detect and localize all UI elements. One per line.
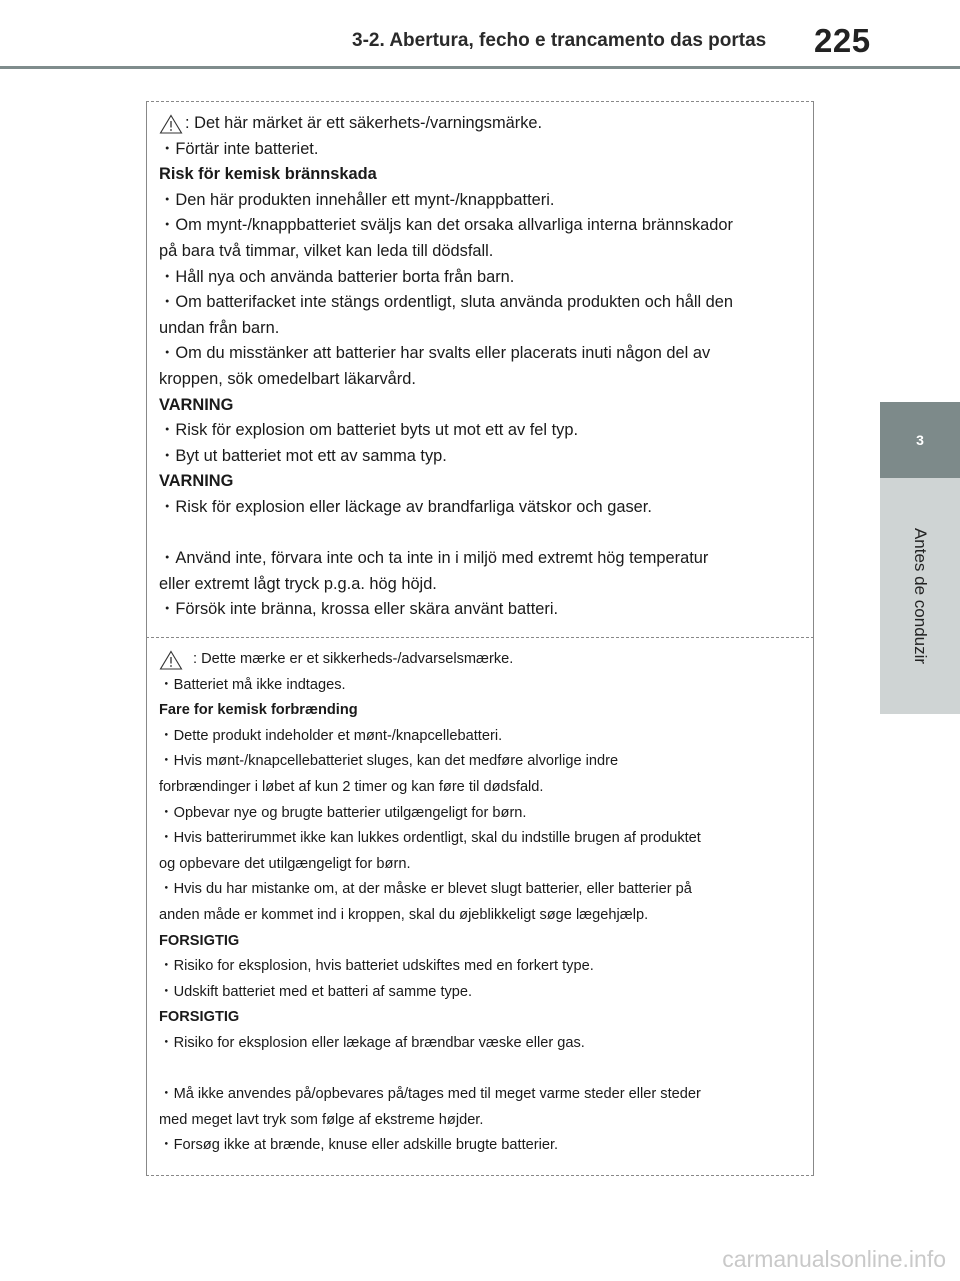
notice-line: på bara två timmar, vilket kan leda till dödsfall. bbox=[159, 241, 494, 260]
box-bottom-border bbox=[146, 1175, 814, 1176]
watermark: carmanualsonline.info bbox=[722, 1246, 946, 1272]
chapter-number: 3 bbox=[916, 432, 924, 448]
header-divider bbox=[0, 66, 960, 69]
section-title: 3-2. Abertura, fecho e trancamento das portas bbox=[352, 30, 767, 51]
page-header bbox=[0, 0, 960, 70]
box-top-border bbox=[146, 101, 814, 102]
notice-line: ・Om mynt-/knappbatteriet sväljs kan det orsaka allvarliga interna brännskador bbox=[159, 216, 733, 235]
notice-line: ・Håll nya och använda batterier borta från barn. bbox=[159, 267, 515, 286]
warning-symbol-line bbox=[159, 647, 813, 673]
notice-line: ・Dette produkt indeholder et mønt-/knapcellebatteri. bbox=[159, 727, 503, 744]
notice-line: ・Byt ut batteriet mot ett av samma typ. bbox=[159, 446, 447, 465]
notice-line: anden måde er kommet ind i kroppen, skal du øjeblikkeligt søge lægehjælp. bbox=[159, 906, 649, 923]
notice-heading: Fare for kemisk forbrænding bbox=[159, 702, 358, 719]
notice-line: og opbevare det utilgængeligt for børn. bbox=[159, 855, 411, 872]
warning-triangle-icon bbox=[159, 650, 183, 670]
notice-line: forbrændinger i løbet af kun 2 timer og kan føre til dødsfald. bbox=[159, 778, 544, 795]
notice-heading: Risk för kemisk brännskada bbox=[159, 165, 377, 184]
notice-heading: FORSIGTIG bbox=[159, 932, 240, 949]
chapter-number-tab bbox=[880, 402, 960, 478]
warning-symbol-text: : Det här märket är ett säkerhets-/varningsmärke. bbox=[185, 114, 543, 132]
chapter-label: Antes de conduzir bbox=[911, 527, 930, 665]
box-top-border bbox=[146, 637, 814, 638]
notice-line: ・Förtär inte batteriet. bbox=[159, 139, 319, 158]
notice-line: ・Risiko for eksplosion, hvis batteriet udskiftes med en forkert type. bbox=[159, 958, 594, 975]
notice-line: ・Hvis mønt-/knapcellebatteriet sluges, kan det medføre alvorlige indre bbox=[159, 753, 619, 770]
notice-line: med meget lavt tryk som følge af ekstreme højder. bbox=[159, 1111, 484, 1128]
danish-warning-box bbox=[146, 637, 814, 1176]
notice-line: ・Forsøg ikke at brænde, knuse eller adskille brugte batterier. bbox=[159, 1137, 559, 1154]
notice-line: ・Om du misstänker att batterier har svalts eller placerats inuti någon del av bbox=[159, 344, 711, 363]
warning-symbol-line bbox=[159, 111, 813, 137]
notice-line: ・Om batterifacket inte stängs ordentligt, sluta använda produkten och håll den bbox=[159, 293, 734, 312]
swedish-warning-box bbox=[146, 101, 814, 637]
notice-line: ・Opbevar nye og brugte batterier utilgængeligt for børn. bbox=[159, 804, 527, 821]
notice-line: ・Använd inte, förvara inte och ta inte in i miljö med extremt hög temperatur bbox=[159, 549, 709, 568]
notice-line: ・Den här produkten innehåller ett mynt-/knappbatteri. bbox=[159, 190, 555, 209]
notice-line: ・Hvis batterirummet ikke kan lukkes ordentligt, skal du indstille brugen af produktet bbox=[159, 830, 701, 847]
notice-line: ・Batteriet må ikke indtages. bbox=[159, 676, 346, 693]
notice-line: ・Hvis du har mistanke om, at der måske er blevet slugt batterier, eller batterier på bbox=[159, 881, 692, 898]
page-number: 225 bbox=[814, 22, 871, 59]
notice-heading: VARNING bbox=[159, 472, 234, 491]
notice-line: ・Risk för explosion eller läckage av brandfarliga vätskor och gaser. bbox=[159, 497, 652, 516]
notice-line: eller extremt lågt tryck p.g.a. hög höjd. bbox=[159, 574, 437, 593]
notice-line: ・Risk för explosion om batteriet byts ut mot ett av fel typ. bbox=[159, 421, 579, 440]
notice-line: ・Udskift batteriet med et batteri af samme type. bbox=[159, 983, 473, 1000]
notice-line: undan från barn. bbox=[159, 318, 280, 337]
notice-line: ・Må ikke anvendes på/opbevares på/tages med til meget varme steder eller steder bbox=[159, 1086, 701, 1103]
blank-line bbox=[159, 1057, 813, 1083]
warning-symbol-text: : Dette mærke er et sikkerheds-/advarselsmærke. bbox=[193, 651, 514, 667]
notice-heading: VARNING bbox=[159, 395, 234, 414]
notice-heading: FORSIGTIG bbox=[159, 1009, 240, 1026]
warning-triangle-icon bbox=[159, 114, 183, 134]
notice-line: ・Risiko for eksplosion eller lækage af brændbar væske eller gas. bbox=[159, 1034, 585, 1051]
notice-line: ・Försök inte bränna, krossa eller skära använt batteri. bbox=[159, 600, 559, 619]
blank-line bbox=[159, 521, 813, 547]
notice-line: kroppen, sök omedelbart läkarvård. bbox=[159, 369, 416, 388]
